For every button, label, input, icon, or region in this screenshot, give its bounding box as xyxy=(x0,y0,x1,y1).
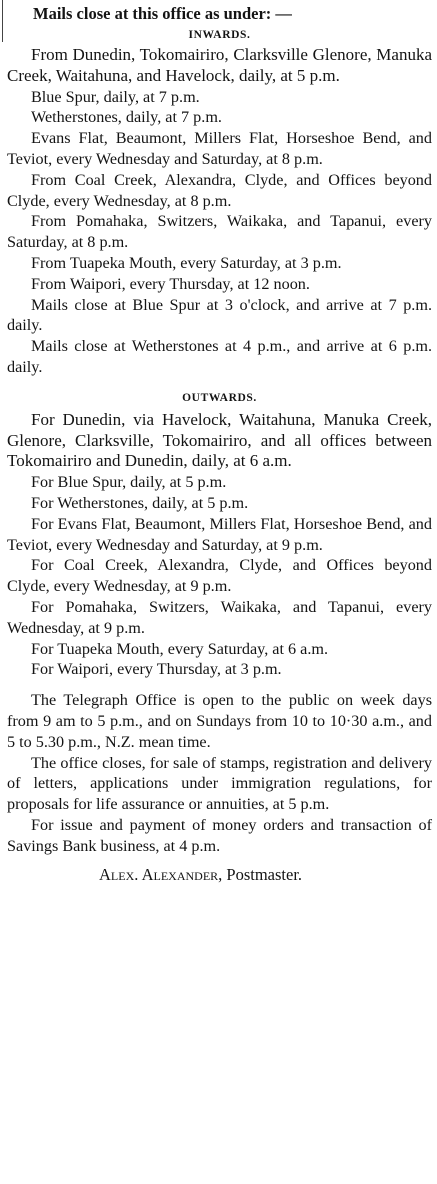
inwards-entry: From Waipori, every Thursday, at 12 noon. xyxy=(31,274,310,293)
outwards-entry: For Evans Flat, Beaumont, Millers Flat, Horseshoe Bend, and Teviot, every Wednesday and Saturday, at 9 p.m. xyxy=(7,514,432,554)
inwards-entry: From Pomahaka, Switzers, Waikaka, and Tapanui, every Saturday, at 8 p.m. xyxy=(7,212,432,252)
outwards-entry: For Tuapeka Mouth, every Saturday, at 6 a.m. xyxy=(31,639,329,658)
notices xyxy=(7,690,432,856)
inwards-entry: Mails close at Blue Spur at 3 o'clock, and arrive at 7 p.m. daily. xyxy=(7,295,432,335)
inwards-entry: Mails close at Wetherstones at 4 p.m., and arrive at 6 p.m. daily. xyxy=(7,337,432,376)
postmaster-title: , Postmaster. xyxy=(218,865,303,885)
outwards-entry: For Waipori, every Thursday, at 3 p.m. xyxy=(31,660,282,679)
inwards-entry: Evans Flat, Beaumont, Millers Flat, Horseshoe Bend, and Teviot, every Wednesday and Saturday, at 8 p.m. xyxy=(7,129,432,168)
inwards-entry: From Coal Creek, Alexandra, Clyde, and Offices beyond Clyde, every Wednesday, at 8 p.m. xyxy=(7,170,432,210)
inwards-entry: Blue Spur, daily, at 7 p.m. xyxy=(31,87,200,106)
signature xyxy=(99,864,432,886)
inwards-title: INWARDS. xyxy=(188,29,251,41)
inwards-list xyxy=(7,45,432,378)
notice-heading: Mails close at this office as under: — xyxy=(33,4,292,23)
outwards-entry: For Pomahaka, Switzers, Waikaka, and Tapanui, every Wednesday, at 9 p.m. xyxy=(7,597,432,637)
outwards-entry: For Wetherstones, daily, at 5 p.m. xyxy=(31,493,249,512)
inwards-entry: From Dunedin, Tokomairiro, Clarksville Glenore, Manuka Creek, Waitahuna, and Havelock, daily, at 5 p.m. xyxy=(7,45,432,85)
outwards-entry: For Dunedin, via Havelock, Waitahuna, Manuka Creek, Glenore, Clarksville, Tokomairiro, and all offices between Tokomairiro and Dunedin, daily, at 6 a.m. xyxy=(7,409,432,471)
column-rule xyxy=(2,0,3,42)
office-closing-notice: The office closes, for sale of stamps, registration and delivery of letters, applications under immigration regulations, for proposals for life assurance or annuities, at 5 p.m. xyxy=(7,753,432,814)
telegraph-hours: The Telegraph Office is open to the public on week days from 9 am to 5 p.m., and on Sundays from 10 to 10·30 a.m., and 5 to 5.30 p.m., N.Z. mean time. xyxy=(7,691,432,751)
outwards-entry: For Blue Spur, daily, at 5 p.m. xyxy=(31,473,227,492)
newspaper-notice xyxy=(7,3,432,886)
outwards-list xyxy=(7,410,432,680)
outwards-entry: For Coal Creek, Alexandra, Clyde, and Offices beyond Clyde, every Wednesday, at 9 p.m. xyxy=(7,556,432,596)
inwards-entry: Wetherstones, daily, at 7 p.m. xyxy=(31,108,222,127)
outwards-title: OUTWARDS. xyxy=(182,391,257,404)
money-order-notice: For issue and payment of money orders and transaction of Savings Bank business, at 4 p.m. xyxy=(7,815,432,855)
inwards-entry: From Tuapeka Mouth, every Saturday, at 3 p.m. xyxy=(31,253,342,272)
postmaster-name: Alex. Alexander xyxy=(99,865,219,885)
